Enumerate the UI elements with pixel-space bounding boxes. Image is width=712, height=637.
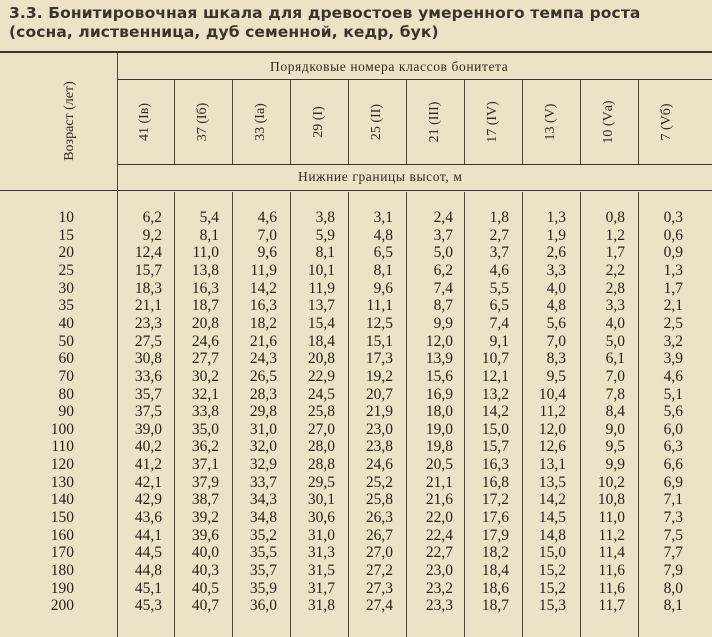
height-cell: 27,3 [365,580,393,597]
height-cell: 0,6 [663,227,683,244]
height-cell: 31,8 [307,597,335,614]
height-cell: 40,0 [191,544,219,561]
height-cell: 14,5 [538,509,566,526]
height-cell: 5,4 [199,209,219,226]
height-cell: 10,4 [538,386,566,403]
height-cell: 31,7 [307,580,335,597]
height-cell: 14,8 [538,527,566,544]
height-cell: 10,8 [597,491,625,508]
height-cell: 35,0 [191,421,219,438]
height-cell: 5,6 [663,403,683,420]
height-cell: 37,5 [134,403,162,420]
height-cell: 1,7 [605,244,625,261]
height-cell: 5,6 [546,315,566,332]
height-cell: 18,3 [134,280,162,297]
age-cell: 170 [50,544,74,561]
height-cell: 36,2 [191,438,219,455]
age-header-label: Возраст (лет) [62,81,77,161]
height-cell: 16,9 [425,386,453,403]
height-cell: 6,3 [663,438,683,455]
column-divider [232,192,233,637]
height-cell: 14,2 [481,403,509,420]
height-cell: 7,0 [605,368,625,385]
age-cell: 150 [50,509,74,526]
height-cell: 23,2 [425,580,453,597]
age-cell: 80 [58,386,74,403]
height-cell: 3,7 [489,244,509,261]
age-cell: 130 [50,474,74,491]
column-divider [464,192,465,637]
height-cell: 25,2 [365,474,393,491]
height-cell: 35,7 [249,562,277,579]
height-cell: 7,0 [257,227,277,244]
height-cell: 25,8 [365,491,393,508]
height-cell: 4,8 [546,297,566,314]
height-cell: 3,3 [546,262,566,279]
height-cell: 7,0 [546,333,566,350]
height-cell: 9,2 [142,227,162,244]
age-cell: 200 [50,597,74,614]
height-cell: 11,9 [308,280,335,297]
height-cell: 15,1 [365,333,393,350]
column-divider [522,80,523,164]
height-cell: 30,8 [134,350,162,367]
age-cell: 190 [50,580,74,597]
height-cell: 9,6 [373,280,393,297]
height-cell: 32,1 [191,386,219,403]
height-cell: 41,2 [134,456,162,473]
height-cell: 17,3 [365,350,393,367]
age-cell: 70 [58,368,74,385]
height-cell: 27,2 [365,562,393,579]
height-cell: 12,0 [538,421,566,438]
age-cell: 15 [58,227,74,244]
height-cell: 15,4 [307,315,335,332]
height-cell: 27,5 [134,333,162,350]
height-cell: 11,2 [598,527,625,544]
height-cell: 13,5 [538,474,566,491]
height-cell: 10,2 [597,474,625,491]
age-cell: 60 [58,350,74,367]
column-divider [348,80,349,164]
height-cell: 9,6 [257,244,277,261]
height-cell: 3,9 [663,350,683,367]
height-cell: 15,7 [134,262,162,279]
height-cell: 16,3 [481,456,509,473]
height-cell: 33,6 [134,368,162,385]
height-cell: 16,3 [191,280,219,297]
age-cell: 90 [58,403,74,420]
height-cell: 8,1 [199,227,219,244]
height-cell: 18,2 [249,315,277,332]
height-cell: 27,0 [365,544,393,561]
height-cell: 12,1 [481,368,509,385]
age-cell: 140 [50,491,74,508]
height-cell: 1,2 [605,227,625,244]
height-cell: 12,4 [134,244,162,261]
height-cell: 3,8 [315,209,335,226]
height-cell: 0,9 [663,244,683,261]
class-column-label: 25 (II) [369,103,384,141]
height-cell: 4,6 [663,368,683,385]
height-cell: 39,0 [134,421,162,438]
column-divider [174,80,175,164]
column-divider [580,192,581,637]
height-cell: 23,3 [425,597,453,614]
height-cell: 5,0 [433,244,453,261]
height-cell: 21,1 [425,474,453,491]
height-cell: 23,8 [365,438,393,455]
height-cell: 7,7 [663,544,683,561]
height-cell: 35,2 [249,527,277,544]
height-cell: 4,6 [489,262,509,279]
height-cell: 35,5 [249,544,277,561]
height-cell: 9,5 [546,368,566,385]
column-divider [174,192,175,637]
height-cell: 21,9 [365,403,393,420]
height-cell: 31,0 [307,527,335,544]
height-cell: 22,0 [425,509,453,526]
height-cell: 9,9 [433,315,453,332]
height-cell: 2,4 [433,209,453,226]
column-divider [232,80,233,164]
height-cell: 30,6 [307,509,335,526]
height-cell: 38,7 [191,491,219,508]
height-cell: 37,1 [191,456,219,473]
height-cell: 12,6 [538,438,566,455]
height-cell: 20,5 [425,456,453,473]
height-cell: 28,0 [307,438,335,455]
height-cell: 6,5 [373,244,393,261]
height-cell: 4,0 [605,315,625,332]
age-cell: 180 [50,562,74,579]
height-cell: 19,0 [425,421,453,438]
height-cell: 12,0 [425,333,453,350]
height-cell: 24,3 [249,350,277,367]
height-cell: 23,0 [365,421,393,438]
height-cell: 1,3 [546,209,566,226]
age-cell: 10 [58,209,74,226]
height-cell: 35,7 [134,386,162,403]
height-cell: 39,6 [191,527,219,544]
height-cell: 10,1 [307,262,335,279]
height-cell: 15,0 [538,544,566,561]
height-cell: 8,1 [315,244,335,261]
height-cell: 8,0 [663,580,683,597]
height-cell: 29,8 [249,403,277,420]
height-cell: 33,7 [249,474,277,491]
class-column-label: 13 (V) [543,103,558,141]
class-column-label: 17 (IV) [485,101,500,143]
height-cell: 3,3 [605,297,625,314]
height-cell: 11,0 [192,244,219,261]
height-cell: 4,0 [546,280,566,297]
height-cell: 3,2 [663,333,683,350]
height-cell: 21,6 [425,491,453,508]
height-cell: 35,9 [249,580,277,597]
height-cell: 6,2 [433,262,453,279]
height-cell: 22,4 [425,527,453,544]
age-cell: 30 [58,280,74,297]
height-cell: 6,6 [663,456,683,473]
height-cell: 11,6 [598,580,625,597]
column-divider [290,80,291,164]
height-cell: 39,2 [191,509,219,526]
height-cell: 25,8 [307,403,335,420]
height-cell: 2,6 [546,244,566,261]
age-cell: 50 [58,333,74,350]
height-cell: 17,2 [481,491,509,508]
classes-header: Порядковые номера классов бонитета [270,59,509,74]
class-column-label: 29 (I) [311,106,326,138]
height-cell: 9,1 [489,333,509,350]
age-cell: 35 [58,297,74,314]
height-cell: 15,3 [538,597,566,614]
height-cell: 16,8 [481,474,509,491]
height-cell: 32,0 [249,438,277,455]
height-cell: 13,8 [191,262,219,279]
height-cell: 7,1 [663,491,683,508]
height-cell: 16,3 [249,297,277,314]
height-cell: 7,4 [489,315,509,332]
height-cell: 11,6 [598,562,625,579]
height-cell: 12,5 [365,315,393,332]
height-cell: 7,8 [605,386,625,403]
column-divider [406,80,407,164]
height-cell: 7,4 [433,280,453,297]
height-cell: 22,9 [307,368,335,385]
height-cell: 37,9 [191,474,219,491]
height-cell: 15,2 [538,562,566,579]
height-cell: 2,5 [663,315,683,332]
height-cell: 20,7 [365,386,393,403]
height-cell: 6,1 [605,350,625,367]
height-cell: 2,8 [605,280,625,297]
height-cell: 15,2 [538,580,566,597]
height-cell: 0,3 [663,209,683,226]
height-cell: 28,8 [307,456,335,473]
height-cell: 27,0 [307,421,335,438]
height-cell: 20,8 [191,315,219,332]
height-cell: 11,4 [598,544,625,561]
age-cell: 100 [50,421,74,438]
height-cell: 5,1 [663,386,683,403]
height-cell: 23,0 [425,562,453,579]
height-cell: 8,1 [663,597,683,614]
height-cell: 13,2 [481,386,509,403]
height-cell: 40,2 [134,438,162,455]
age-cell: 40 [58,315,74,332]
height-cell: 18,4 [307,333,335,350]
height-cell: 18,0 [425,403,453,420]
height-cell: 32,9 [249,456,277,473]
height-cell: 19,2 [365,368,393,385]
height-cell: 44,1 [134,527,162,544]
height-cell: 23,3 [134,315,162,332]
height-cell: 22,7 [425,544,453,561]
height-cell: 13,1 [538,456,566,473]
height-cell: 0,8 [605,209,625,226]
height-cell: 34,8 [249,509,277,526]
height-cell: 6,9 [663,474,683,491]
height-cell: 8,3 [546,350,566,367]
column-divider [290,192,291,637]
height-cell: 44,8 [134,562,162,579]
height-cell: 42,9 [134,491,162,508]
heights-rule [117,164,712,165]
height-cell: 15,0 [481,421,509,438]
height-cell: 8,1 [373,262,393,279]
height-cell: 3,7 [433,227,453,244]
height-cell: 24,6 [191,333,219,350]
height-cell: 5,0 [605,333,625,350]
height-cell: 27,4 [365,597,393,614]
height-cell: 17,9 [481,527,509,544]
height-cell: 2,2 [605,262,625,279]
height-cell: 45,1 [134,580,162,597]
height-cell: 31,3 [307,544,335,561]
height-cell: 28,3 [249,386,277,403]
height-cell: 7,9 [663,562,683,579]
height-cell: 40,5 [191,580,219,597]
height-cell: 18,7 [191,297,219,314]
height-cell: 13,9 [425,350,453,367]
height-cell: 11,2 [539,403,566,420]
height-cell: 6,5 [489,297,509,314]
height-cell: 7,3 [663,509,683,526]
height-cell: 31,5 [307,562,335,579]
height-cell: 36,0 [249,597,277,614]
column-divider [638,192,639,637]
class-column-label: 33 (Iа) [253,103,268,141]
age-cell: 20 [58,244,74,261]
column-divider [580,80,581,164]
height-cell: 27,7 [191,350,219,367]
height-cell: 5,5 [489,280,509,297]
height-cell: 9,9 [605,456,625,473]
height-cell: 4,6 [257,209,277,226]
age-column-divider [117,53,118,637]
age-cell: 110 [51,438,74,455]
height-cell: 18,4 [481,562,509,579]
header-rule [0,190,712,191]
height-cell: 42,1 [134,474,162,491]
height-cell: 1,3 [663,262,683,279]
age-cell: 160 [50,527,74,544]
height-cell: 17,6 [481,509,509,526]
height-cell: 15,6 [425,368,453,385]
height-cell: 11,1 [366,297,393,314]
height-cell: 34,3 [249,491,277,508]
height-cell: 18,7 [481,597,509,614]
height-cell: 18,2 [481,544,509,561]
height-cell: 30,2 [191,368,219,385]
title-line-2: (сосна, лиственница, дуб семенной, кедр, бук) [9,23,439,41]
height-cell: 6,0 [663,421,683,438]
column-divider [406,192,407,637]
heights-header: Нижние границы высот, м [298,169,463,184]
height-cell: 29,5 [307,474,335,491]
height-cell: 24,6 [365,456,393,473]
height-cell: 33,8 [191,403,219,420]
age-cell: 25 [58,262,74,279]
height-cell: 11,7 [598,597,625,614]
height-cell: 40,7 [191,597,219,614]
height-cell: 4,8 [373,227,393,244]
height-cell: 11,0 [598,509,625,526]
height-cell: 3,1 [373,209,393,226]
table-title [9,4,709,42]
height-cell: 9,5 [605,438,625,455]
height-cell: 19,8 [425,438,453,455]
column-divider [638,80,639,164]
height-cell: 6,2 [142,209,162,226]
height-cell: 1,7 [663,280,683,297]
column-divider [348,192,349,637]
height-cell: 18,6 [481,580,509,597]
height-cell: 7,5 [663,527,683,544]
height-cell: 24,5 [307,386,335,403]
height-cell: 21,6 [249,333,277,350]
class-column-label: 41 (Iв) [137,102,152,142]
top-rule [0,51,712,53]
height-cell: 21,1 [134,297,162,314]
height-cell: 9,0 [605,421,625,438]
class-column-label: 21 (III) [427,101,442,143]
height-cell: 5,9 [315,227,335,244]
height-cell: 45,3 [134,597,162,614]
height-cell: 2,7 [489,227,509,244]
height-cell: 8,7 [433,297,453,314]
title-line-1: 3.3. Бонитировочная шкала для древостоев умеренного темпа роста [9,4,641,22]
height-cell: 30,1 [307,491,335,508]
height-cell: 10,7 [481,350,509,367]
height-cell: 26,5 [249,368,277,385]
class-column-label: 10 (Vа) [601,100,616,144]
height-cell: 8,4 [605,403,625,420]
height-cell: 43,6 [134,509,162,526]
height-cell: 14,2 [538,491,566,508]
height-cell: 13,7 [307,297,335,314]
height-cell: 15,7 [481,438,509,455]
height-cell: 26,3 [365,509,393,526]
column-divider [522,192,523,637]
height-cell: 1,9 [546,227,566,244]
height-cell: 11,9 [250,262,277,279]
class-column-label: 37 (Iб) [195,102,210,142]
height-cell: 44,5 [134,544,162,561]
height-cell: 31,0 [249,421,277,438]
height-cell: 40,3 [191,562,219,579]
height-cell: 2,1 [663,297,683,314]
column-divider [464,80,465,164]
class-column-label: 7 (Vб) [659,103,674,141]
height-cell: 26,7 [365,527,393,544]
age-cell: 120 [50,456,74,473]
classes-rule [117,79,712,80]
height-cell: 20,8 [307,350,335,367]
height-cell: 14,2 [249,280,277,297]
height-cell: 1,8 [489,209,509,226]
